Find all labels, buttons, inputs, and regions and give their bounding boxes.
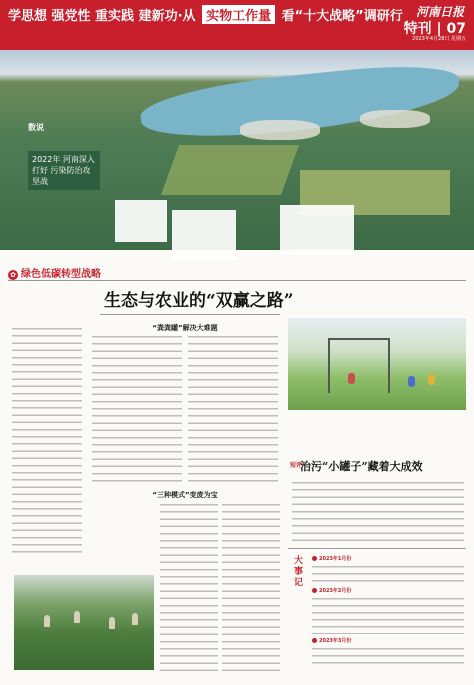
masthead bbox=[0, 0, 474, 50]
article-column bbox=[222, 504, 280, 674]
subhead-1: “粪粪罐”解决大难题 bbox=[152, 324, 218, 332]
article-column bbox=[92, 336, 182, 486]
figure-shape bbox=[74, 611, 80, 623]
stat-box-water bbox=[172, 210, 236, 260]
dateline: 2023年4月28日 星期五 bbox=[412, 36, 466, 42]
paper-logo: 河南日报 bbox=[415, 5, 464, 19]
subhead-2: “三种模式”变废为宝 bbox=[152, 491, 218, 499]
playground-photo bbox=[288, 318, 466, 410]
article-column bbox=[12, 328, 82, 553]
divider bbox=[288, 548, 466, 549]
article-column bbox=[188, 336, 278, 486]
slogan-part-1: 学思想 强党性 重实践 建新功·从 bbox=[8, 9, 196, 24]
memorabilia-label: 大事记 bbox=[292, 555, 302, 588]
sidebar-headline: 治污“小罐子”藏着大成效 bbox=[300, 460, 423, 473]
swing-beam bbox=[328, 338, 390, 340]
memo-text bbox=[312, 598, 464, 634]
bullet-icon bbox=[312, 588, 317, 593]
memo-item bbox=[312, 588, 351, 595]
swing-post bbox=[388, 338, 390, 393]
caption-title: 2022年 河南深入打好 污染防治攻坚战 bbox=[28, 151, 100, 190]
figure-shape bbox=[348, 373, 355, 384]
tea-garden-photo bbox=[14, 575, 154, 670]
memo-item bbox=[312, 556, 351, 563]
data-caption bbox=[28, 122, 100, 190]
aerial-photo bbox=[0, 50, 474, 250]
divider bbox=[100, 314, 280, 315]
caption-lead: 数说 bbox=[28, 123, 44, 132]
figure-shape bbox=[408, 376, 415, 387]
section-tag bbox=[8, 265, 101, 280]
blossom-shape bbox=[240, 120, 320, 140]
commentary-text bbox=[292, 482, 464, 542]
bullet-icon bbox=[312, 556, 317, 561]
memo-date: 2023年1月份 bbox=[319, 556, 352, 562]
field-shape bbox=[161, 145, 299, 195]
figure-shape bbox=[132, 613, 138, 625]
stat-box-air bbox=[115, 200, 167, 242]
memo-text bbox=[312, 566, 464, 584]
page-number: 特刊 | 07 bbox=[403, 21, 466, 37]
figure-shape bbox=[44, 615, 50, 627]
article-column bbox=[160, 504, 218, 674]
headline: 生态与农业的“双赢之路” bbox=[104, 291, 294, 311]
memo-text bbox=[312, 648, 464, 666]
slogan-highlight: 实物工作量 bbox=[202, 5, 275, 24]
memo-date: 2023年3月份 bbox=[319, 638, 352, 644]
figure-shape bbox=[428, 374, 435, 385]
stat-box-soil bbox=[280, 205, 354, 255]
leaf-icon: ✿ bbox=[8, 270, 18, 280]
figure-shape bbox=[109, 617, 115, 629]
bullet-icon bbox=[312, 638, 317, 643]
memo-date: 2023年2月份 bbox=[319, 588, 352, 594]
slogan-part-2: 看“十大战略”调研行 bbox=[281, 9, 403, 24]
blossom-shape bbox=[360, 110, 430, 128]
memo-item bbox=[312, 638, 351, 645]
sidebar-tag: 短评 bbox=[290, 462, 303, 469]
section-tag-label: 绿色低碳转型战略 bbox=[21, 269, 101, 280]
swing-post bbox=[328, 338, 330, 393]
divider bbox=[8, 280, 466, 281]
slogan bbox=[8, 5, 403, 24]
